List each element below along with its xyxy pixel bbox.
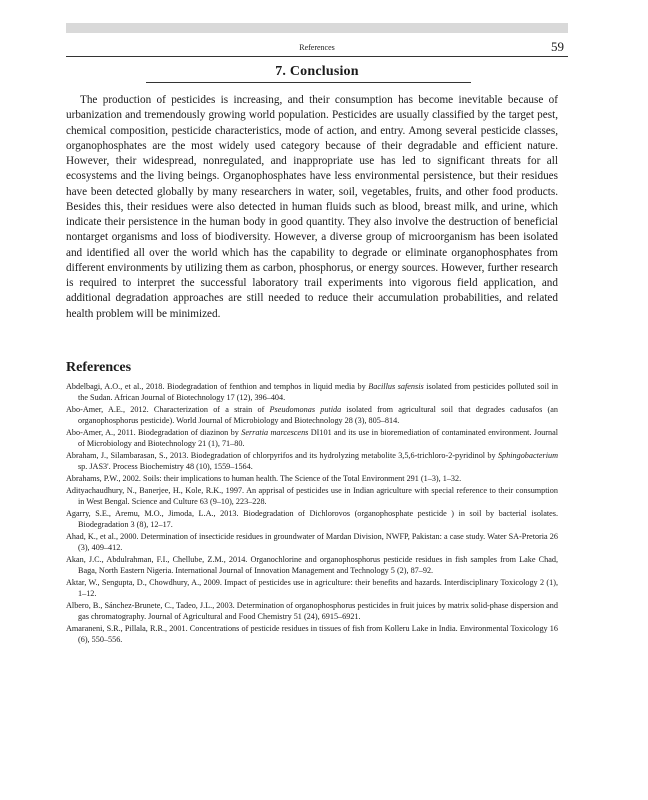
running-head (66, 39, 568, 55)
page-number: 59 (551, 39, 564, 54)
reference-text: Abdelbagi, A.O., et al., 2018. Biodegradation of fenthion and temphos in liquid media by (66, 382, 369, 391)
reference-text: Albero, B., Sánchez-Brunete, C., Tadeo, J.L., 2003. Determination of organophosphorus pesticides in fruit juices by matrix solid-phase dispersion and gas chromatography. Journal of Agricultural and Food Chemistry 51 (24), 6915–6921. (66, 601, 558, 621)
reference-entry (66, 600, 558, 622)
reference-text: Akan, J.C., Abdulrahman, F.I., Chellube, Z.M., 2014. Organochlorine and organophosphorus pesticide residues in fish samples from Lake Chad, Baga, North Eastern Nigeria. International Journal of Innovation Management and Technology 5 (2), 87–92. (66, 555, 558, 575)
header-divider (66, 56, 568, 57)
top-gray-band (66, 23, 568, 33)
reference-entry (66, 450, 558, 472)
reference-text-continued: DI101 and its use in bioremediation of contaminated environment. Journal of Microbiology and Biotechnology 21 (1), 71–80. (78, 428, 558, 448)
reference-text-continued: sp. JAS3'. Process Biochemistry 48 (10), 1559–1564. (78, 462, 253, 471)
reference-entry (66, 577, 558, 599)
reference-entry (66, 554, 558, 576)
section-title: 7. Conclusion (275, 64, 359, 79)
reference-text: Amaraneni, S.R., Pillala, R.R., 2001. Concentrations of pesticide residues in tissues of fish from Kolleru Lake in India. Environmental Toxicology 16 (6), 550–556. (66, 624, 558, 644)
reference-entry (66, 623, 558, 645)
reference-species-name: Serratia marcescens (241, 428, 309, 437)
reference-entry (66, 381, 558, 403)
reference-entry (66, 485, 558, 507)
reference-text: Aktar, W., Sengupta, D., Chowdhury, A., 2009. Impact of pesticides use in agriculture: their benefits and hazards. Interdisciplinary Toxicology 2 (1), 1–12. (66, 578, 558, 598)
reference-entry (66, 473, 558, 484)
reference-text-continued: isolated from pesticides polluted soil in the Sudan. African Journal of Biotechnology 17 (12), 396–404. (78, 382, 559, 402)
reference-text: Agarry, S.E., Aremu, M.O., Jimoda, L.A., 2013. Biodegradation of Dichlorovos (organophosphate pesticide ) in soil by bacterial isolates. Biodegradation 3 (8), 12–17. (66, 509, 558, 529)
reference-text: Abo-Amer, A.E., 2012. Characterization of a strain of (66, 405, 270, 414)
section-title-underline (146, 82, 471, 83)
references-list (66, 381, 558, 646)
reference-entry (66, 531, 558, 553)
reference-species-name: Bacillus safensis (368, 382, 424, 391)
reference-text: Ahad, K., et al., 2000. Determination of insecticide residues in groundwater of Mardan Division, NWFP, Pakistan: a case study. Water SA-Pretoria 26 (3), 409–412. (66, 532, 558, 552)
reference-text-continued: isolated from agricultural soil that degrades cadusafos (an organophosphorus pesticide). World Journal of Microbiology and Biotechnology 28 (3), 805–814. (78, 405, 558, 425)
reference-text: Adityachaudhury, N., Banerjee, H., Kole, R.K., 1997. An apprisal of pesticides use in Indian agriculture with special reference to their consumption in West Bengal. Science and Culture 63 (9–10), 223–228. (66, 486, 558, 506)
reference-text: Abo-Amer, A., 2011. Biodegradation of diazinon by (66, 428, 242, 437)
conclusion-paragraph: The production of pesticides is increasing, and their consumption has become inevitable because of urbanization and tremendously growing world population. Pesticides are usually classified by the target pest, chemical composition, pesticide characteristics, mode of action, and entry. Among several pesticide classes, organophosphates are the most widely used category because of their degradable and efficient nature. However, their widespread, nonregulated, and inappropriate use has led to significant threats for all ecosystems and the living beings. Organophosphates have less environmental persistence, but their residues have been detected globally by many researchers in water, soil, vegetables, fruits, and other food products. Besides this, their residues were also detected in human fluids such as blood, breast milk, and urine, which indicate their persistence in the human body in good quantity. They also involve the destruction of beneficial nontarget organisms and loss of biodiversity. However, a diverse group of microorganism has been isolated and identified all over the world which has the capability to degrade or eliminate organophosphates from different environments by utilizing them as carbon, phosphorus, or energy sources. However, further research is required to interpret the successful laboratory trail experiments into vigorous field application, and additional degradation approaches are still needed to reduce their accumulation probabilities, and related health problem will be minimized. (66, 94, 558, 320)
references-heading: References (66, 360, 132, 375)
reference-entry (66, 404, 558, 426)
reference-species-name: Pseudomonas putida (269, 405, 342, 414)
reference-text: Abraham, J., Silambarasan, S., 2013. Biodegradation of chlorpyrifos and its hydrolyzing metabolite 3,5,6-trichloro-2-pyridinol by (66, 451, 498, 460)
reference-species-name: Sphingobacterium (497, 451, 558, 460)
reference-text: Abrahams, P.W., 2002. Soils: their implications to human health. The Science of the Total Environment 291 (1–3), 1–32. (66, 474, 462, 483)
reference-entry (66, 427, 558, 449)
reference-entry (66, 508, 558, 530)
running-title: References (299, 43, 335, 52)
